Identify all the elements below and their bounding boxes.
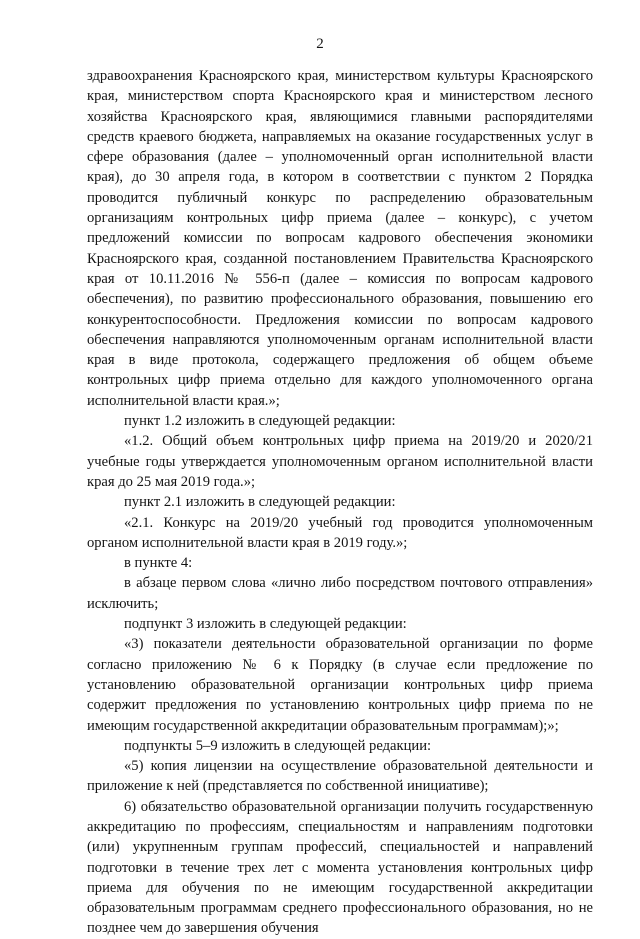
paragraph: подпункты 5–9 изложить в следующей редакции: — [124, 737, 432, 754]
paragraph: 6) обязательство образовательной организации получить государственную аккредитацию по профессиям, специальностям и направлениям подготовки (или) укрупненным группам профессий, специальностей и направлений подготовки в течение трех лет с момента установления контрольных цифр приема для обучения по не имеющим государственной аккредитации образовательным программам среднего профессионального образования, но не позднее чем до завершения обучения — [87, 798, 593, 937]
paragraph: «5) копия лицензии на осуществление образовательной деятельности и приложение к ней (представляется по собственной инициативе); — [87, 758, 593, 795]
document-body — [87, 66, 593, 939]
paragraph: «1.2. Общий объем контрольных цифр приема на 2019/20 и 2020/21 учебные годы утверждается уполномоченным органом исполнительной власти края до 25 мая 2019 года.»; — [87, 433, 593, 490]
paragraph: здравоохранения Красноярского края, министерством культуры Красноярского края, министерством спорта Красноярского края и министерством лесного хозяйства Красноярского края, являющимися главными распорядителями средств краевого бюджета, направляемых на оказание государственных услуг в сфере образования (далее – уполномоченный орган исполнительной власти края), до 30 апреля года, в котором в соответствии с пунктом 2 Порядка проводится публичный конкурс по распределению образовательным организациям контрольных цифр приема (далее – конкурс), с учетом предложений комиссии по вопросам кадрового обеспечения экономики Красноярского края, созданной постановлением Правительства Красноярского края от 10.11.2016 № 556-п (далее – комиссия по вопросам кадрового обеспечения), по развитию профессионального образования, повышению его конкурентоспособности. Предложения комиссии по вопросам кадрового обеспечения направляются уполномоченным органам исполнительной власти края в виде протокола, содержащего предложения об общем объеме контрольных цифр приема отдельно для каждого уполномоченного органа исполнительной власти края.»; — [87, 68, 593, 409]
paragraph: в пункте 4: — [124, 555, 193, 572]
paragraph: «3) показатели деятельности образовательной организации по форме согласно приложению № 6 к Порядку (в случае если предложение по установлению образовательной организации контрольных цифр приема содержит предложения по установлению контрольных цифр приема по не имеющим государственной аккредитации образовательным программам);»; — [87, 636, 593, 734]
paragraph: пункт 2.1 изложить в следующей редакции: — [124, 494, 396, 511]
paragraph: в абзаце первом слова «лично либо посредством почтового отправления» исключить; — [87, 575, 593, 612]
paragraph: подпункт 3 изложить в следующей редакции: — [124, 616, 407, 633]
paragraph: пункт 1.2 изложить в следующей редакции: — [124, 413, 396, 430]
paragraph: «2.1. Конкурс на 2019/20 учебный год проводится уполномоченным органом исполнительной власти края в 2019 году.»; — [87, 514, 593, 551]
page-number: 2 — [316, 36, 324, 52]
